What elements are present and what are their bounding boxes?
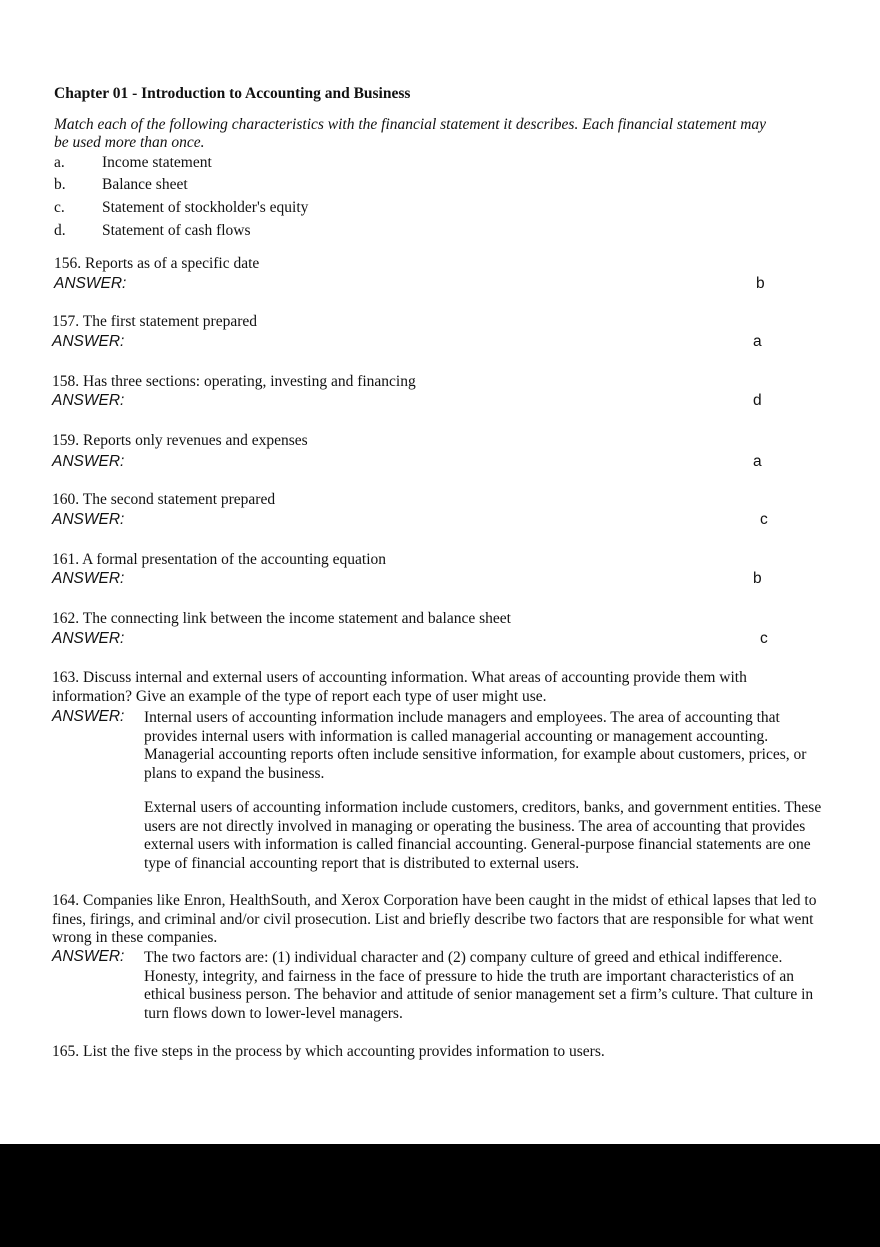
answer-value: d xyxy=(753,392,762,409)
question-162: 162. The connecting link between the income statement and balance sheet xyxy=(52,610,511,627)
answer-label: ANSWER: xyxy=(52,392,125,409)
question-163: 163. Discuss internal and external users of accounting information. What areas of accounting provide them with information? Give an example of the type of report each type of user might use. xyxy=(52,669,747,705)
question-157: 157. The first statement prepared xyxy=(52,313,258,330)
option-text: Statement of cash flows xyxy=(102,222,251,239)
answer-value: b xyxy=(756,275,765,292)
answer-value: a xyxy=(753,333,762,350)
option-text: Balance sheet xyxy=(102,176,188,193)
question-164: 164. Companies like Enron, HealthSouth, and Xerox Corporation have been caught in the midst of ethical lapses that led to fines, firings, and criminal and/or civil prosecution. List and briefly describe two factors that are responsible for what went wrong in these companies. xyxy=(52,892,817,947)
question-158: 158. Has three sections: operating, investing and financing xyxy=(52,373,416,390)
answer-163-paragraph-1: Internal users of accounting information include managers and employees. The area of accounting that provides internal users with information is called managerial accounting or management accounting. Managerial accounting reports often include sensitive information, for example about customers, prices, or plans to expand the business. xyxy=(144,709,807,782)
matching-instructions: Match each of the following characteristics with the financial statement it describes. Each financial statement may be used more than once. xyxy=(54,116,767,151)
option-letter: b. xyxy=(54,176,66,193)
question-165: 165. List the five steps in the process by which accounting provides information to users. xyxy=(52,1043,605,1060)
answer-value: a xyxy=(753,453,762,470)
option-letter: d. xyxy=(54,222,66,239)
answer-value: c xyxy=(760,511,768,528)
question-160: 160. The second statement prepared xyxy=(52,491,276,508)
option-text: Income statement xyxy=(102,154,212,171)
answer-value: c xyxy=(760,630,768,647)
answer-label: ANSWER: xyxy=(52,570,125,587)
option-letter: a. xyxy=(54,154,65,171)
answer-label: ANSWER: xyxy=(52,453,125,470)
answer-label: ANSWER: xyxy=(52,511,125,528)
option-letter: c. xyxy=(54,199,65,216)
question-161: 161. A formal presentation of the accounting equation xyxy=(52,551,387,568)
question-156: 156. Reports as of a specific date xyxy=(54,255,260,272)
question-159: 159. Reports only revenues and expenses xyxy=(52,432,308,449)
answer-163-paragraph-2: External users of accounting information include customers, creditors, banks, and government entities. These users are not directly involved in managing or operating the business. The area of accounting that provides external users with information is called financial accounting. General-purpose financial statements are one type of financial accounting report that is distributed to external users. xyxy=(144,799,822,872)
option-text: Statement of stockholder's equity xyxy=(102,199,309,216)
answer-label: ANSWER: xyxy=(52,708,125,725)
chapter-title: Chapter 01 - Introduction to Accounting and Business xyxy=(54,85,411,102)
bottom-black-bar xyxy=(0,1144,880,1247)
answer-label: ANSWER: xyxy=(52,948,125,965)
answer-164-paragraph-1: The two factors are: (1) individual character and (2) company culture of greed and ethical indifference. Honesty, integrity, and fairness in the face of pressure to hide the truth are important characteristics of an ethical business person. The behavior and attitude of senior management set a firm’s culture. That culture in turn flows down to lower-level managers. xyxy=(144,949,814,1022)
answer-label: ANSWER: xyxy=(52,333,125,350)
answer-value: b xyxy=(753,570,762,587)
answer-label: ANSWER: xyxy=(52,630,125,647)
answer-label: ANSWER: xyxy=(54,275,127,292)
